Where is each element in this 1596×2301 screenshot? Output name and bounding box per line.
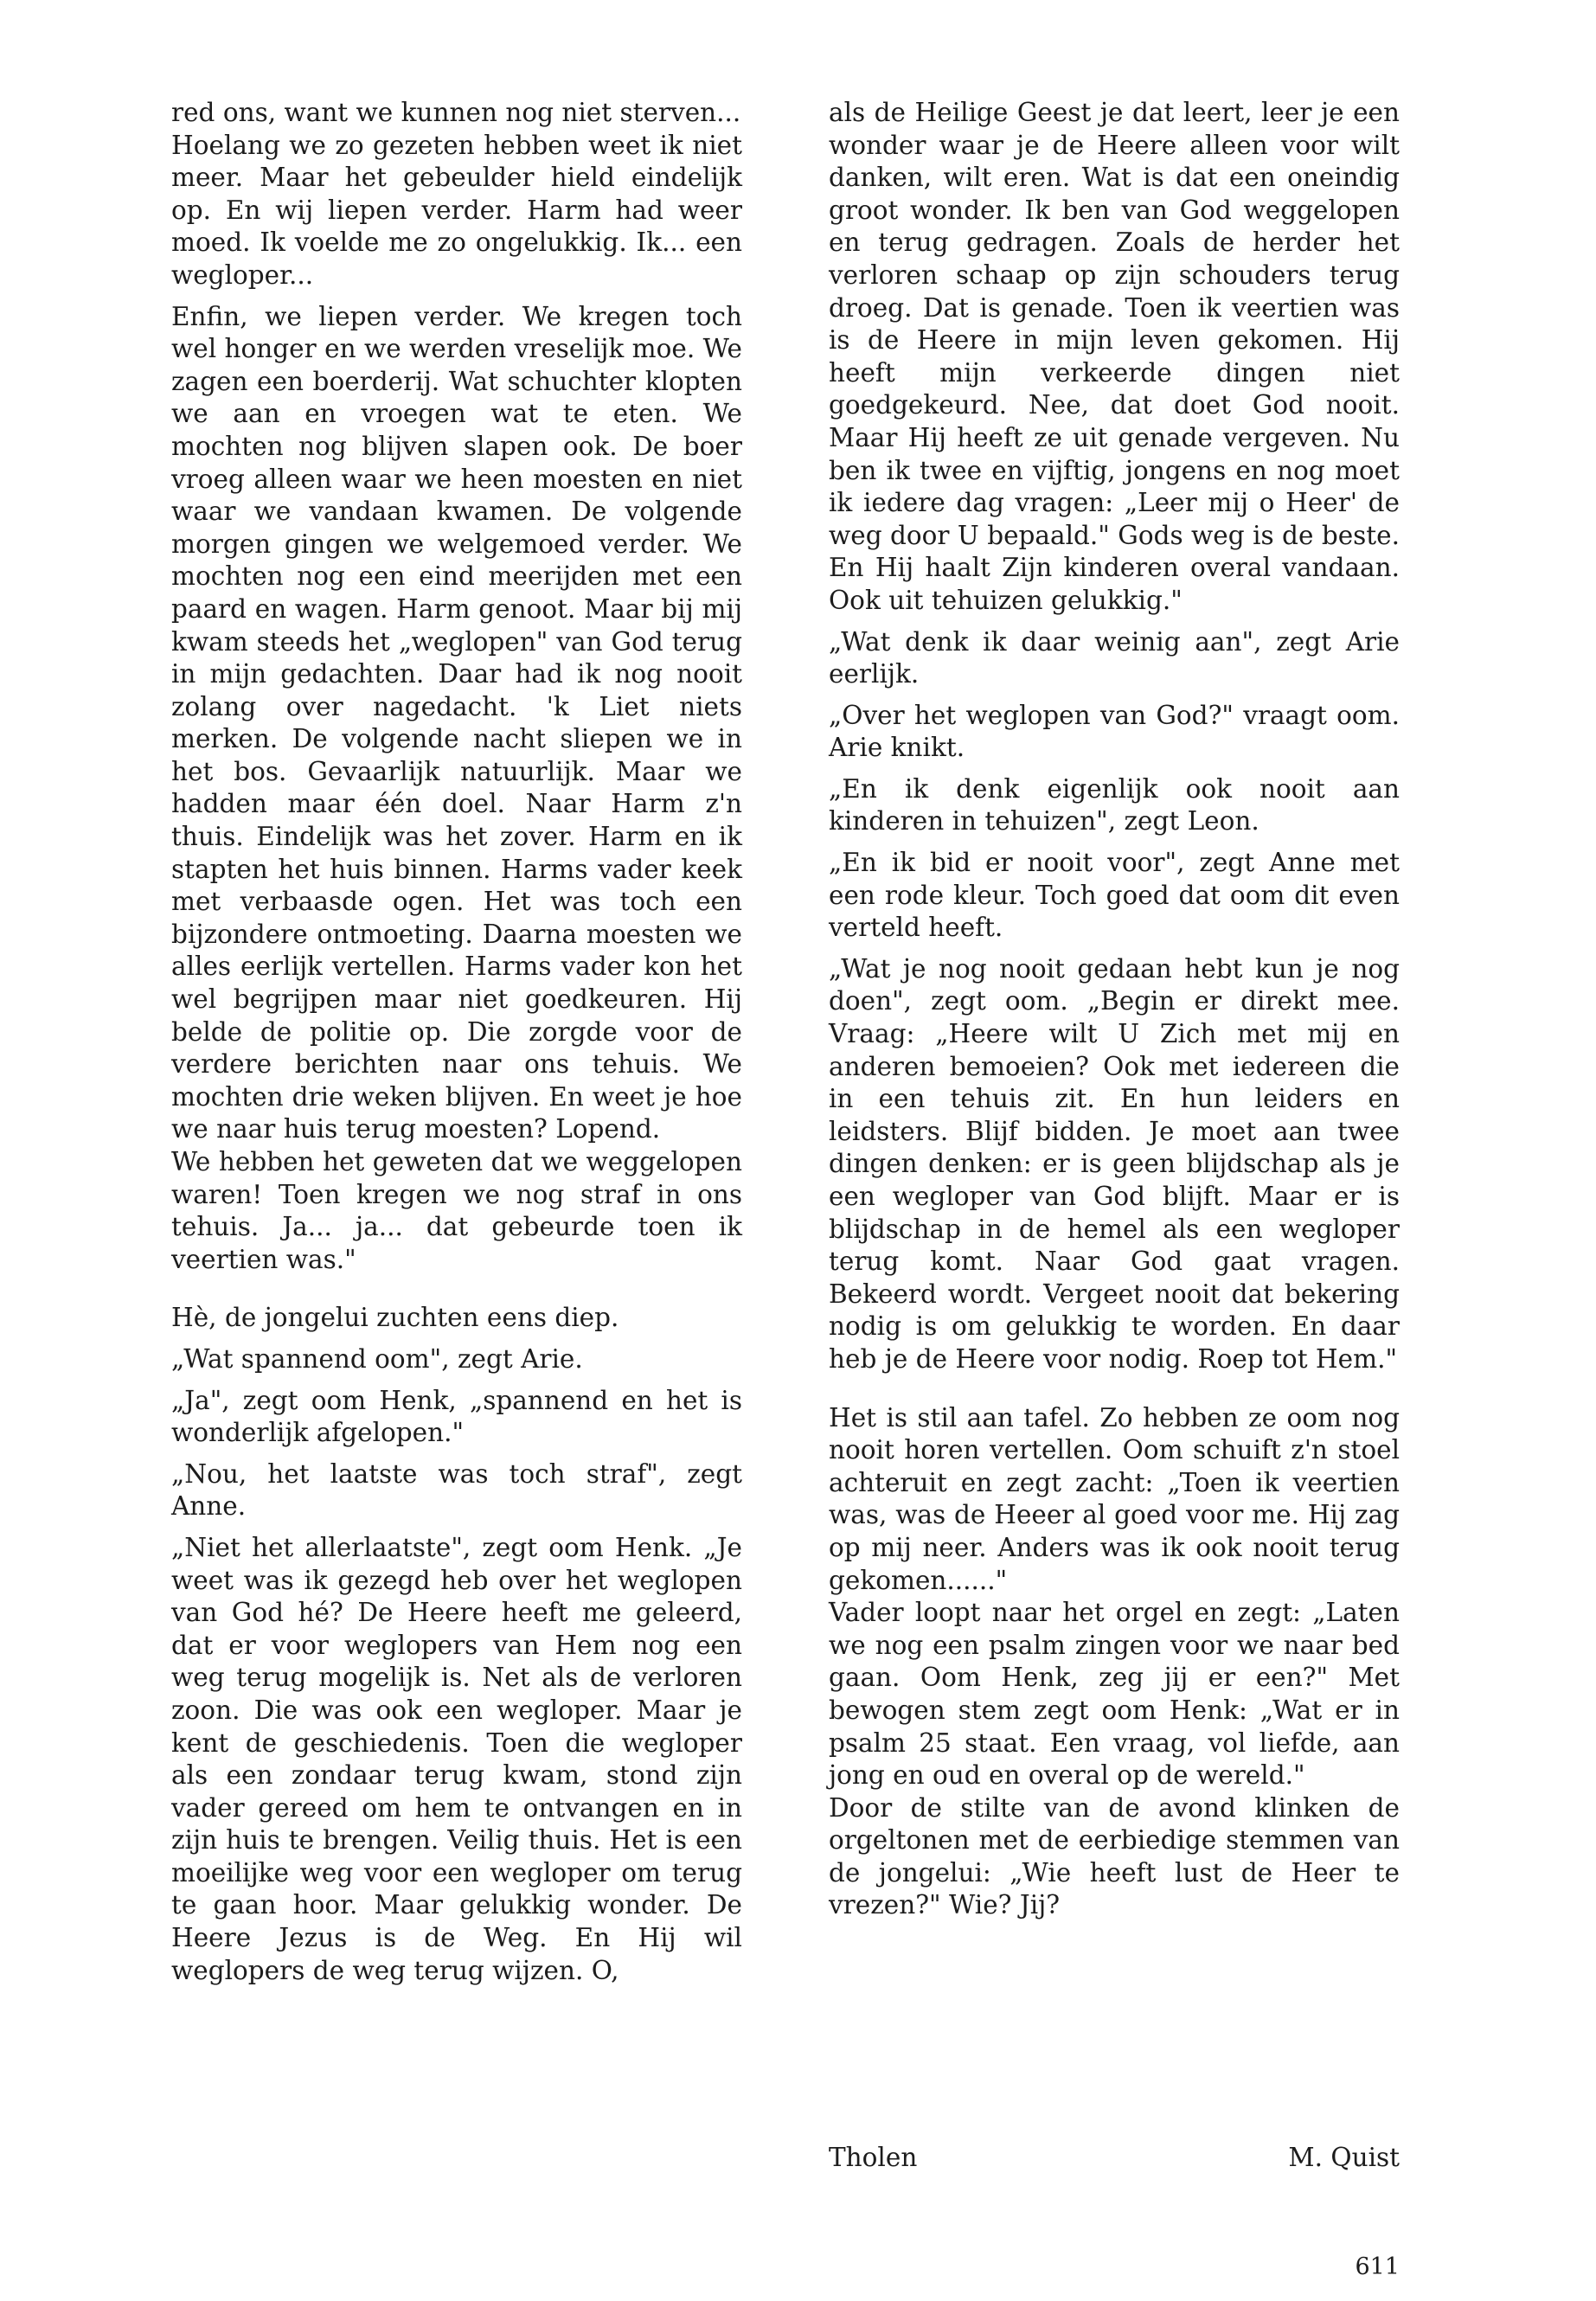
paragraph: „Wat spannend oom", zegt Arie. (171, 1343, 583, 1374)
paragraph: Hè, de jongelui zuchten eens diep. (171, 1303, 619, 1333)
paragraph: „Nou, het laatste was toch straf", zegt Anne. (171, 1458, 742, 1522)
right-column (829, 97, 1400, 1922)
signature-line (829, 2142, 1400, 2175)
paragraph: „En ik bid er nooit voor", zegt Anne met een rode kleur. Toch goed dat oom dit even verteld heeft. (829, 848, 1400, 943)
paragraph: Hoelang we zo gezeten hebben weet ik niet meer. Maar het gebeulder hield eindelijk op. En wij liepen verder. Harm had weer moed. Ik voelde me zo ongelukkig. Ik... een wegloper... (171, 130, 742, 290)
paragraph: Enfin, we liepen verder. We kregen toch wel honger en we werden vreselijk moe. We zagen een boerderij. Wat schuchter klopten we aan en vroegen wat te eten. We mochten nog blijven slapen ook. De boer vroeg alleen waar we heen moesten en niet waar we vandaan kwamen. De volgende morgen gingen we welgemoed verder. We mochten nog een eind meerijden met een paard en wagen. Harm genoot. Maar bij mij kwam steeds het „weglopen" van God terug in mijn gedachten. Daar had ik nog nooit zolang over nagedacht. 'k Liet niets merken. De volgende nacht sliepen we in het bos. Gevaarlijk natuurlijk. Maar we hadden maar één doel. Naar Harm z'n thuis. Eindelijk was het zover. Harm en ik stapten het huis binnen. Harms vader keek met verbaasde ogen. Het was toch een bijzondere ontmoeting. Daarna moesten we alles eerlijk vertellen. Harms vader kon het wel begrijpen maar niet goedkeuren. Hij belde de politie op. Die zorgde voor de verdere berichten naar ons tehuis. We mochten drie weken blijven. En weet je hoe we naar huis terug moesten? Lopend. (171, 301, 742, 1144)
paragraph: Door de stilte van de avond klinken de orgeltonen met de eerbiedige stemmen van de jongelui: „Wie heeft lust de Heer te vrezen?" Wie? Jij? (829, 1792, 1400, 1920)
paragraph: als de Heilige Geest je dat leert, leer je een wonder waar je de Heere alleen voor wilt danken, wilt eren. Wat is dat een oneindig groot wonder. Ik ben van God weggelopen en terug gedragen. Zoals de herder het verloren schaap op zijn schouders terug droeg. Dat is genade. Toen ik veertien was is de Heere in mijn leven gekomen. Hij heeft mijn verkeerde dingen niet goedgekeurd. Nee, dat doet God nooit. Maar Hij heeft ze uit genade vergeven. Nu ben ik twee en vijftig, jongens en nog moet ik iedere dag vragen: „Leer mij o Heer' de weg door U bepaald." Gods weg is de beste. En Hij haalt Zijn kinderen overal vandaan. Ook uit tehuizen gelukkig." (829, 98, 1400, 615)
paragraph: We hebben het geweten dat we weggelopen waren! Toen kregen we nog straf in ons tehuis. Ja... ja... dat gebeurde toen ik veertien was." (171, 1147, 742, 1274)
paragraph: „Ja", zegt oom Henk, „spannend en het is wonderlijk afgelopen." (171, 1385, 742, 1448)
left-column (171, 97, 742, 1987)
paragraph: „Wat je nog nooit gedaan hebt kun je nog doen", zegt oom. „Begin er direkt mee. Vraag: „Heere wilt U Zich met mij en anderen bemoeien? Ook met iedereen die in een tehuis zit. En hun leiders en leidsters. Blijf bidden. Je moet aan twee dingen denken: er is geen blijdschap als je een wegloper van God blijft. Maar er is blijdschap in de hemel als een wegloper terug komt. Naar God gaat vragen. Bekeerd wordt. Vergeet nooit dat bekering nodig is om gelukkig te worden. En daar heb je de Heere voor nodig. Roep tot Hem." (829, 953, 1400, 1374)
page-number: 611 (1355, 2253, 1400, 2280)
paragraph: „En ik denk eigenlijk ook nooit aan kinderen in tehuizen", zegt Leon. (829, 773, 1400, 836)
paragraph: „Over het weglopen van God?" vraagt oom. Arie knikt. (829, 700, 1400, 763)
paragraph: Vader loopt naar het orgel en zegt: „Laten we nog een psalm zingen voor we naar bed gaan. Oom Henk, zeg jij er een?" Met bewogen stem zegt oom Henk: „Wat er in psalm 25 staat. Een vraag, vol liefde, aan jong en oud en overal op de wereld." (829, 1598, 1400, 1791)
paragraph: „Wat denk ik daar weinig aan", zegt Arie eerlijk. (829, 626, 1400, 689)
paragraph: red ons, want we kunnen nog niet sterven... (171, 98, 741, 127)
signature-place: Tholen (829, 2143, 918, 2172)
paragraph: Het is stil aan tafel. Zo hebben ze oom nog nooit horen vertellen. Oom schuift z'n stoel achteruit en zegt zacht: „Toen ik veertien was, was de Heeer al goed voor me. Hij zag op mij neer. Anders was ik ook nooit terug gekomen......" (829, 1402, 1400, 1595)
paragraph: „Niet het allerlaatste", zegt oom Henk. „Je weet was ik gezegd heb over het weglopen van God hé? De Heere heeft me geleerd, dat er voor weglopers van Hem nog een weg terug mogelijk is. Net als de verloren zoon. Die was ook een wegloper. Maar je kent de geschiedenis. Toen die wegloper als een zondaar terug kwam, stond zijn vader gereed om hem te ontvangen en in zijn huis te brengen. Veilig thuis. Het is een moeilijke weg voor een wegloper om terug te gaan hoor. Maar gelukkig wonder. De Heere Jezus is de Weg. En Hij wil weglopers de weg terug wijzen. O, (171, 1532, 742, 1985)
signature-author: M. Quist (1288, 2143, 1400, 2172)
